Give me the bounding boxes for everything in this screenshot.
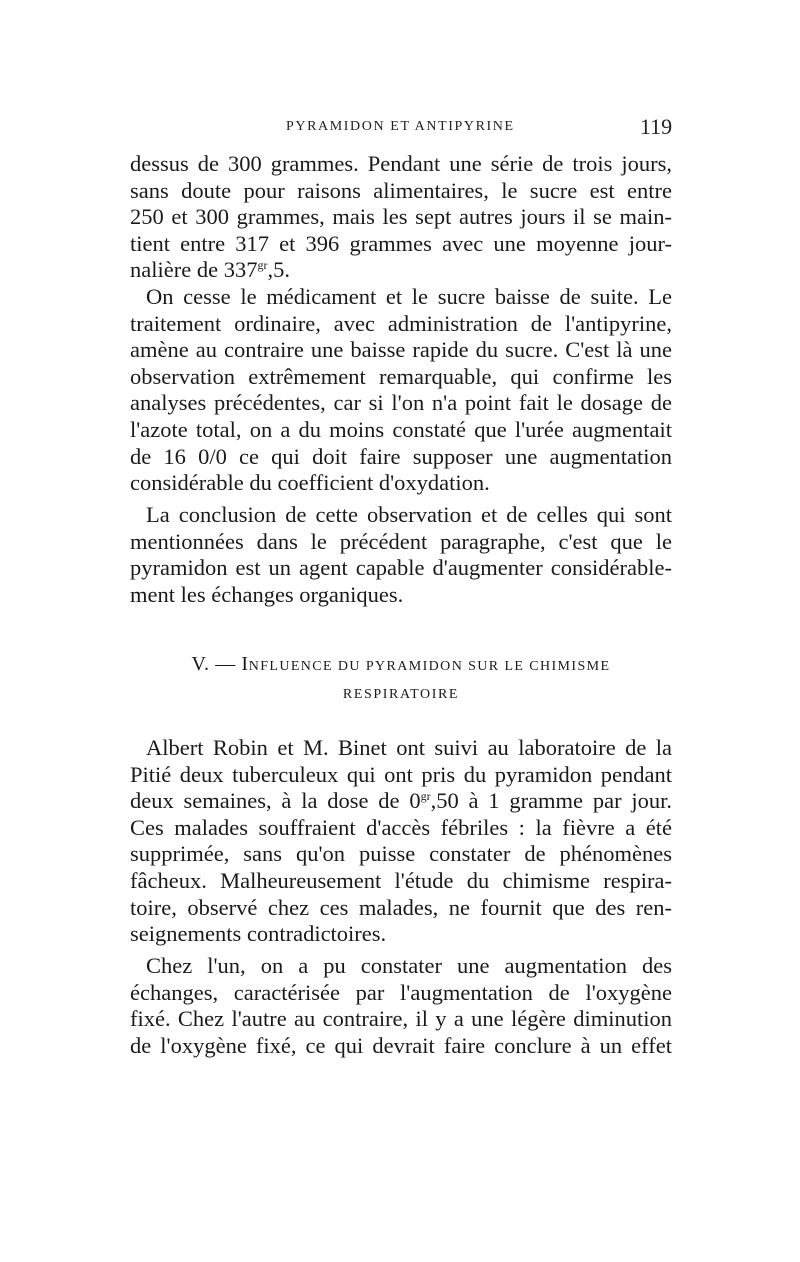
section-title-rest: NFLUENCE DU PYRAMIDON SUR LE CHIMISME bbox=[248, 659, 611, 674]
paragraph-albert-robin bbox=[130, 735, 672, 948]
text-fragment: deux semaines, à la dose de 0 bbox=[130, 788, 421, 814]
text-line: supprimée, sans qu'on puisse constater de phénomènes bbox=[130, 841, 672, 867]
text-line: traitement ordinaire, avec administration de l'antipyrine, bbox=[130, 310, 672, 336]
section-heading-line: RESPIRATOIRE bbox=[342, 687, 460, 702]
text-line: analyses précédentes, car si l'on n'a point fait le dosage de bbox=[130, 390, 672, 416]
running-title: PYRAMIDON ET ANTIPYRINE bbox=[286, 119, 515, 134]
text-line: l'azote total, on a du moins constaté que l'urée augmentait bbox=[130, 416, 672, 442]
text-line bbox=[130, 257, 672, 284]
text-fragment: ,5. bbox=[267, 257, 290, 283]
paragraph-medicament bbox=[130, 284, 672, 497]
text-line: fixé. Chez l'autre au contraire, il y a une légère diminution bbox=[130, 1006, 672, 1032]
text-fragment: ,50 à 1 gramme par jour. bbox=[430, 788, 672, 814]
text-line: seignements contradictoires. bbox=[130, 921, 387, 947]
text-line: Pitié deux tuberculeux qui ont pris du pyramidon pendant bbox=[130, 761, 672, 787]
paragraph-continued bbox=[130, 151, 672, 284]
text-line: considérable du coefficient d'oxydation. bbox=[130, 470, 490, 496]
text-line: Albert Robin et M. Binet ont suivi au laboratoire de la bbox=[146, 735, 672, 760]
text-line: Chez l'un, on a pu constater une augmentation des bbox=[146, 953, 672, 978]
superscript-unit: gr bbox=[420, 789, 431, 804]
section-title-initial: I bbox=[241, 653, 249, 675]
text-line: 250 et 300 grammes, mais les sept autres jours il se main- bbox=[130, 204, 672, 230]
text-line: tient entre 317 et 396 grammes avec une moyenne jour- bbox=[130, 230, 672, 256]
paragraph-conclusion bbox=[130, 502, 672, 608]
text-line: dessus de 300 grammes. Pendant une série de trois jours, bbox=[130, 151, 672, 176]
text-line: pyramidon est un agent capable d'augmenter considérable- bbox=[130, 555, 672, 581]
text-line bbox=[130, 788, 672, 815]
text-line: sans doute pour raisons alimentaires, le sucre est entre bbox=[130, 177, 672, 203]
text-fragment: nalière de 337 bbox=[130, 257, 258, 283]
paragraph-chez-lun bbox=[130, 953, 672, 1059]
text-line: de l'oxygène fixé, ce qui devrait faire conclure à un effet bbox=[130, 1032, 672, 1058]
text-line: fâcheux. Malheureusement l'étude du chimisme respira- bbox=[130, 867, 672, 893]
text-line: observation extrêmement remarquable, qui confirme les bbox=[130, 363, 672, 389]
text-line: On cesse le médicament et le sucre baisse de suite. Le bbox=[146, 284, 672, 309]
superscript-unit: gr bbox=[257, 258, 268, 273]
text-line: mentionnées dans le précédent paragraphe, c'est que le bbox=[130, 528, 672, 554]
section-heading-line bbox=[130, 650, 672, 678]
text-line: ment les échanges organiques. bbox=[130, 581, 404, 607]
text-line: Ces malades souffraient d'accès fébriles : la fièvre a été bbox=[130, 814, 672, 840]
text-line: La conclusion de cette observation et de celles qui sont bbox=[146, 502, 672, 527]
section-heading bbox=[130, 650, 672, 706]
text-line: de 16 0/0 ce qui doit faire supposer une augmentation bbox=[130, 443, 672, 469]
running-head bbox=[0, 116, 800, 140]
text-line: amène au contraire une baisse rapide du sucre. C'est là une bbox=[130, 337, 672, 363]
text-line: échanges, caractérisée par l'augmentation de l'oxygène bbox=[130, 979, 672, 1005]
section-number: V. — bbox=[191, 653, 236, 675]
page-number: 119 bbox=[640, 114, 673, 139]
text-line: toire, observé chez ces malades, ne fournit que des ren- bbox=[130, 894, 672, 920]
